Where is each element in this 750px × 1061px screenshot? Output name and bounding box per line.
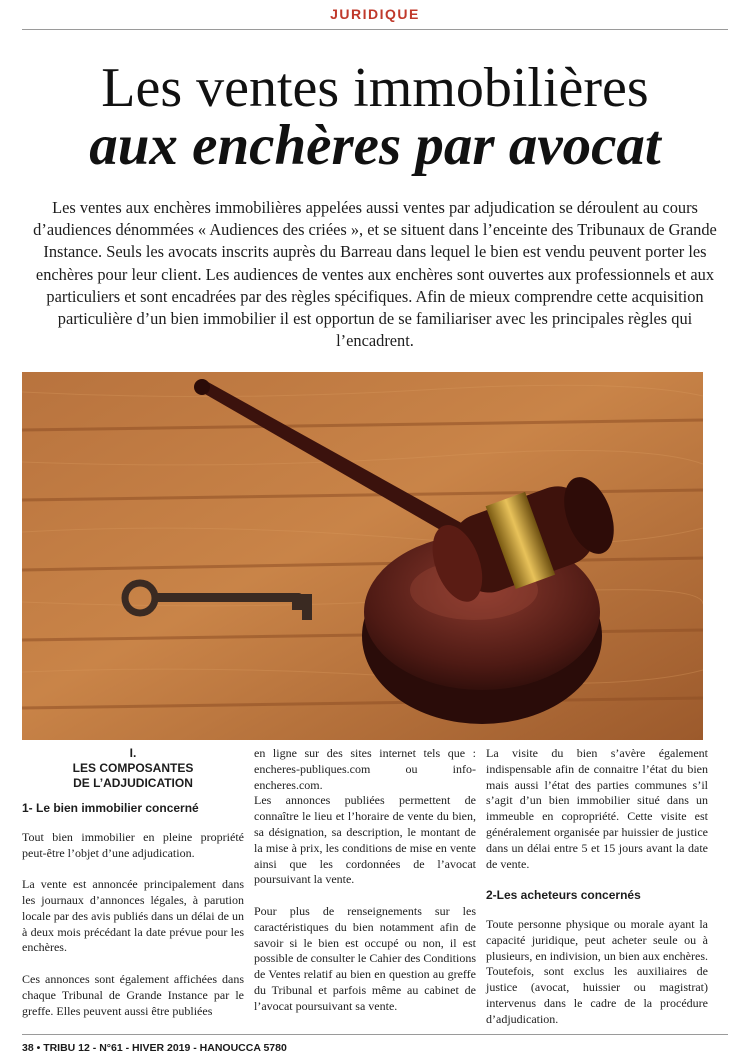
subheading-bien: 1- Le bien immobilier concerné (22, 801, 199, 815)
page-footer: 38 • TRIBU 12 - N°61 - HIVER 2019 - HANOUCCA 5780 (22, 1042, 287, 1054)
article-column-3 (486, 746, 708, 1028)
paragraph: Toute personne physique ou morale ayant la capacité juridique, peut acheter seule ou à plusieurs, en indivision, un bien aux enchères. Toutefois, sont exclus les auxiliaires de justice (avocat, huissier ou magistrat) intervenus dans le cadre de la procédure d’adjudication. (486, 916, 708, 1026)
gavel-and-key-photo (22, 372, 703, 740)
intro-paragraph: Les ventes aux enchères immobilières appelées aussi ventes par adjudication se déroulent au cours d’audiences dénommées « Audiences des criées », et se situent dans l’enceinte des Tribunaux de Grande Instance. Seuls les avocats inscrits auprès du Barreau dans lequel le bien est vendu peuvent porter les enchères pour leur client. Les audiences de ventes aux enchères sont ouvertes aux professionnels et aux particuliers et sont encadrées par des règles spécifiques. Afin de mieux comprendre cette acquisition particulière d’un bien immobilier il est opportun de se familiariser avec les principales règles qui l’encadrent. (33, 198, 717, 351)
paragraph: Tout bien immobilier en pleine propriété peut-être l’objet d’une adjudication. (22, 829, 244, 860)
section-heading (22, 746, 244, 791)
article-column-1 (22, 746, 244, 1019)
paragraph: La vente est annoncée principalement dans les journaux d’annonces légales, à parution locale par des avis publiés dans un délai de un à deux mois précédant la date prévue pour les enchères. (22, 877, 244, 955)
headline-line-1: Les ventes immobilières (101, 57, 649, 119)
paragraph: en ligne sur des sites internet tels que : encheres-publiques.com ou info-encheres.com. (254, 746, 476, 792)
top-rule (22, 29, 728, 30)
paragraph: Les annonces publiées permettent de connaître le lieu et l’horaire de vente du bien, sa désignation, sa description, le montant de la mise à prix, les conditions de mise en vente ainsi que les cordonnées de l’avocat poursuivant la vente. (254, 793, 476, 887)
article-column-2 (254, 746, 476, 1015)
section-title-a: LES COMPOSANTES (72, 761, 194, 775)
section-label: JURIDIQUE (330, 6, 420, 22)
section-title-b: DE L’ADJUDICATION (73, 776, 193, 790)
section-number: I. (129, 746, 137, 760)
bottom-rule (22, 1034, 728, 1035)
paragraph: Ces annonces sont également affichées dans chaque Tribunal de Grande Instance par le greffe. Elles peuvent aussi être publiées (22, 971, 244, 1018)
subheading-acheteurs: 2-Les acheteurs concernés (486, 888, 641, 903)
headline-line-2: aux enchères par avocat (89, 114, 661, 177)
paragraph: Pour plus de renseignements sur les caractéristiques du bien notamment afin de savoir si le bien est occupé ou non, il est possible de consulter le Cahier des Conditions de Ventes relatif au bien en question au greffe du Tribunal et parfois même au cabinet de l’avocat poursuivant sa vente. (254, 903, 476, 1013)
paragraph: La visite du bien s’avère également indispensable afin de connaitre l’état du bien mais aussi l’état des parties communes s’il s’agit d’un bien immobilier situé dans un immeuble en copropriété. Cette visite est généralement organisée par huissier de justice dans un délai entre 5 et 15 jours avant la date de vente. (486, 746, 708, 871)
